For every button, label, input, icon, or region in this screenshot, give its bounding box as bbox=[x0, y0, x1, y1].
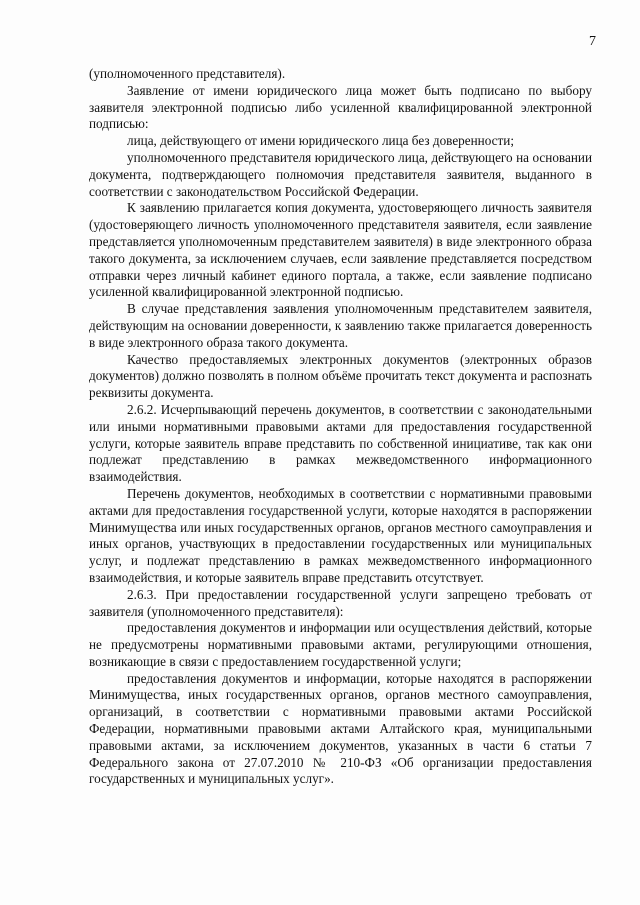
paragraph-documents-list: Перечень документов, необходимых в соответствии с нормативными правовыми актами для предоставления государственной услуги, которые находятся в распоряжении Минимущества или иных государственных органов, органов местного самоуправления и иных органов, участвующих в предоставлении государственных или муниципальных услуг, и подлежат представлению в рамках межведомственного информационного взаимодействия, и которые заявитель вправе представить отсутствует. bbox=[89, 485, 592, 585]
paragraph-document-quality: Качество предоставляемых электронных документов (электронных образов документов) должно позволять в полном объёме прочитать текст документа и распознать реквизиты документа. bbox=[89, 351, 592, 401]
paragraph-section-2-6-3: 2.6.3. При предоставлении государственной услуги запрещено требовать от заявителя (уполномоченного представителя): bbox=[89, 586, 592, 619]
paragraph-authorized-representative: уполномоченного представителя юридического лица, действующего на основании документа, подтверждающего полномочия представителя заявителя, выданного в соответствии с законодательством Российской Федерации. bbox=[89, 149, 592, 199]
page-number: 7 bbox=[589, 34, 596, 49]
paragraph-signature-options: Заявление от имени юридического лица может быть подписано по выбору заявителя электронной подписью либо усиленной квалифицированной электронной подписью: bbox=[89, 82, 592, 132]
paragraph-section-2-6-2: 2.6.2. Исчерпывающий перечень документов, в соответствии с законодательными или иными нормативными правовыми актами для предоставления государственной услуги, которые заявитель вправе представить по собственной инициативе, так как они подлежат представлению в рамках межведомственного информационного взаимодействия. bbox=[89, 401, 592, 485]
paragraph-prohibition-actions: предоставления документов и информации или осуществления действий, которые не предусмотрены нормативными правовыми актами, регулирующими отношения, возникающие в связи с предоставлением государственной услуги; bbox=[89, 620, 592, 669]
paragraph-signer-without-poa: лица, действующего от имени юридического лица без доверенности; bbox=[127, 133, 514, 149]
document-body bbox=[89, 66, 592, 788]
paragraph-identity-document-copy: К заявлению прилагается копия документа, удостоверяющего личность заявителя (удостоверяющего личность уполномоченного представителя заявителя, если заявление представляется уполномоченным представителем заявителя) в виде электронного образа такого документа, за исключением случаев, если заявление представляется посредством отправки через личный кабинет единого портала, а также, если заявление подписано усиленной квалифицированной электронной подписью. bbox=[89, 200, 592, 300]
paragraph-continuation: (уполномоченного представителя). bbox=[89, 66, 286, 81]
paragraph-power-of-attorney: В случае представления заявления уполномоченным представителем заявителя, действующим на основании доверенности, к заявлению также прилагается доверенность в виде электронного образа такого документа. bbox=[89, 301, 592, 350]
paragraph-prohibition-documents: предоставления документов и информации, которые находятся в распоряжении Минимущества, иных государственных органов, органов местного самоуправления, организаций, в соответствии с нормативными правовыми актами Российской Федерации, нормативными правовыми актами Алтайского края, муниципальными правовыми актами, за исключением документов, указанных в части 6 статьи 7 Федерального закона от 27.07.2010 № 210-ФЗ «Об организации предоставления государственных и муниципальных услуг». bbox=[89, 670, 592, 787]
